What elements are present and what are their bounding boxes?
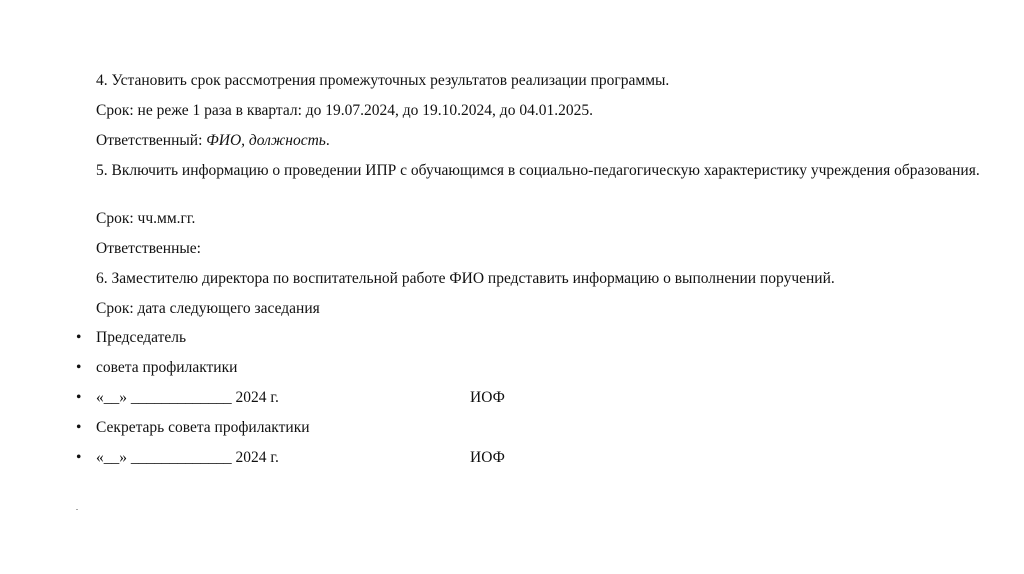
item-4-deadline: Срок: не реже 1 раза в квартал: до 19.07.2024, до 19.10.2024, до 04.01.2025.: [96, 102, 593, 119]
responsible-value: ФИО, должность: [206, 132, 326, 149]
signature-left: Секретарь совета профилактики: [96, 419, 310, 436]
signature-left: «__» _____________ 2024 г.: [96, 449, 279, 466]
signature-name: ИОФ: [470, 449, 505, 466]
signature-name: ИОФ: [470, 389, 505, 406]
item-4-responsible: [96, 132, 982, 150]
item-6: 6. Заместителю директора по воспитательной работе ФИО представить информацию о выполнении поручений.: [96, 270, 835, 287]
footer-dot: .: [76, 503, 78, 512]
responsible-label: Ответственный:: [96, 132, 207, 149]
signature-left: «__» _____________ 2024 г.: [96, 389, 279, 406]
responsible-tail: .: [325, 132, 330, 149]
item-5-deadline: Срок: чч.мм.гг.: [96, 210, 196, 227]
signature-left: Председатель: [96, 329, 187, 346]
item-5-responsible: Ответственные:: [96, 240, 201, 257]
signature-left: совета профилактики: [96, 359, 238, 376]
item-5: 5. Включить информацию о проведении ИПР с обучающимся в социально-педагогическую характеристику учреждения образования.: [96, 162, 980, 179]
item-4: 4. Установить срок рассмотрения промежуточных результатов реализации программы.: [96, 72, 670, 89]
item-6-deadline: Срок: дата следующего заседания: [96, 300, 320, 317]
